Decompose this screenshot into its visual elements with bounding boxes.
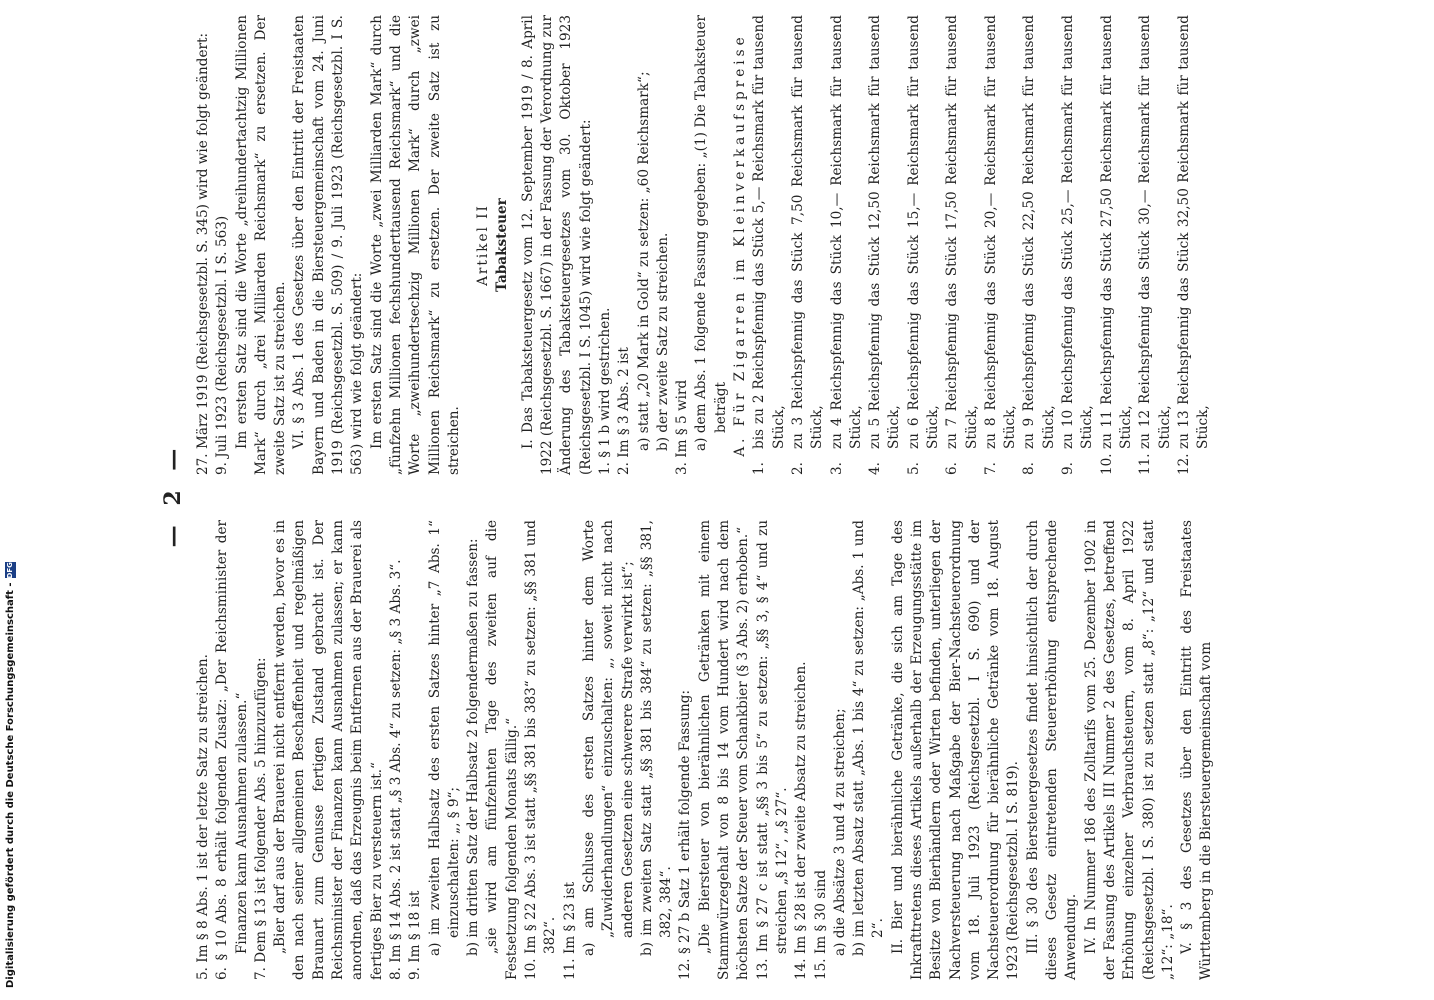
paragraph: 3. Im § 5 wird [674, 379, 691, 475]
section-paragraph: II. Bier und bierähnliche Getränke, die sich am Tage des Inkrafttretens dieses Artikels außerhalb der Erzeugungsstätte im Besitze von Bierhändlern oder Wirten befinden, unterliegen der Nachversteuerung nach Maßgabe der Bier-Nachsteuerordnung vom 18. Juli 1923 (Reichsgesetzbl. I S. 690) und der Nachsteuerordnung für bierähnliche Getränke vom 18. August 1923 (Reichsgesetzbl. I S. 819). [889, 520, 1022, 980]
paragraph: Im ersten Satz sind die Worte „zwei Milliarden Mark“ durch „fünfzehn Millionen fechshunderttausend Reichsmark“ und die Worte „zweihundertsechzig Millionen Mark“ durch „zwei Millionen Reichsmark“ zu ersetzen. Der zweite Satz ist zu streichen. [368, 15, 462, 475]
quote-paragraph: „Bier darf aus der Brauerei nicht entfernt werden, bevor es in den nach seiner allgemeinen Beschaffenheit und regelmäßigen Braunart zum Genusse fertigen Zustand gebracht ist. Der Reichsminister der Finanzen kann Ausnahmen zulassen; er kann anordnen, daß das Erzeugnis beim Entfernen aus der Brauerei als fertiges Bier zu versteuern ist.“ [272, 520, 385, 980]
paragraph: 15. Im § 30 sind [812, 869, 829, 980]
paragraph: 9. Juli 1923 (Reichsgesetzbl. I S. 563) [214, 215, 231, 475]
section-heading: A. Für Zigarren im Kleinverkaufspreise [732, 33, 749, 457]
paragraph: Im ersten Satz sind die Worte „dreihundertachtzig Millionen Mark“ durch „drei Milliarden Reichsmark“ zu ersetzen. Der zweite Satz ist zu streichen. [233, 15, 289, 475]
list-item: 9. zu 10 Reichspfennig das Stück 25,— Reichsmark für tausend Stück, [1060, 15, 1096, 475]
list-item: 11. zu 12 Reichspfennig das Stück 30,— Reichsmark für tausend Stück, [1137, 15, 1173, 475]
subparagraph: a) am Schlusse des ersten Satzes hinter dem Worte „Zuwiderhandlungen“ einzuschalten: „, soweit nicht nach anderen Gesetzen eine schwerere Strafe verwirkt ist“; [580, 520, 636, 956]
price-list [750, 15, 1213, 475]
subparagraph: b) im dritten Satz der Halbsatz 2 folgendermaßen zu fassen: [465, 538, 482, 956]
list-item: 3. zu 4 Reichspfennig das Stück 10,— Reichsmark für tausend Stück, [828, 15, 864, 475]
paragraph: 2. Im § 3 Abs. 2 ist [616, 347, 633, 475]
list-item: 2. zu 3 Reichspfennig das Stück 7,50 Reichsmark für tausend Stück, [789, 15, 826, 475]
digitization-footer [0, 0, 18, 1000]
paragraph: 13. Im § 27 c ist statt „§§ 3 bis 5“ zu setzen: „§§ 3, § 4“ und zu streichen „§ 12“, „§ 27“. [754, 520, 790, 980]
subparagraph: b) der zweite Satz zu streichen. [654, 232, 671, 451]
footer-text: Digitalisierung gefördert durch die Deutsche Forschungsgemeinschaft - [4, 582, 16, 988]
section-paragraph: V. § 3 des Gesetzes über den Eintritt des Freistaates Württemberg in die Biersteuergemeinschaft vom [1179, 520, 1215, 980]
subparagraph: b) im letzten Absatz statt „Abs. 1 bis 4“ zu setzen: „Abs. 1 und 2“. [851, 520, 887, 956]
paragraph: 9. Im § 18 ist [407, 890, 424, 980]
subparagraph: a) statt „20 Mark in Gold“ zu setzen: „60 Reichsmark“; [635, 71, 652, 451]
list-item: 1. bis zu 2 Reichspfennig das Stück 5,— Reichsmark für tausend Stück, [751, 15, 787, 475]
subparagraph: b) im zweiten Satz statt „§§ 381 bis 384“ zu setzen: „§§ 381, 382, 384“. [638, 520, 675, 956]
list-item: 8. zu 9 Reichspfennig das Stück 22,50 Reichsmark für tausend Stück, [1021, 15, 1057, 475]
rotated-page-content [152, 10, 1302, 980]
paragraph: 8. Im § 14 Abs. 2 ist statt „§ 3 Abs. 4“ zu setzen: „§ 3 Abs. 3“. [387, 559, 404, 980]
paragraph: 7. Dem § 13 ist folgender Abs. 5 hinzuzufügen: [252, 657, 269, 980]
list-item: 7. zu 8 Reichspfennig das Stück 20,— Reichsmark für tausend Stück, [982, 15, 1019, 475]
dfg-logo-icon: DFG [5, 562, 14, 579]
subparagraph: a) die Absätze 3 und 4 zu streichen; [831, 708, 848, 956]
article-title: Tabaksteuer [494, 198, 511, 292]
list-item: 12. zu 13 Reichspfennig das Stück 32,50 Reichsmark für tausend Stück, [1175, 15, 1212, 475]
subparagraph: a) dem Abs. 1 folgende Fassung gegeben: „(1) Die Tabaksteuer beträgt [693, 15, 729, 451]
section-paragraph: VI. § 3 Abs. 1 des Gesetzes über den Eintritt der Freistaaten Bayern und Baden in die Biersteuergemeinschaft vom 24. Juni 1919 (Reichsgesetzbl. S. 509) / 9. Juli 1923 (Reichsgesetzbl. I S. 563) wird wie folgt geändert: [291, 15, 366, 475]
section-paragraph: III. § 30 des Biersteuergesetzes findet hinsichtlich der durch dieses Gesetz eintretenden Steuererhöhung entsprechende Anwendung. [1024, 520, 1080, 980]
article-number: Artikel II [475, 204, 492, 286]
paragraph: 5. Im § 8 Abs. 1 ist der letzte Satz zu streichen. [195, 653, 211, 980]
list-item: 4. zu 5 Reichspfennig das Stück 12,50 Reichsmark für tausend Stück, [867, 15, 903, 475]
paragraph: 11. Im § 23 ist [561, 881, 578, 980]
paragraph: 1. § 1 b wird gestrichen. [596, 307, 613, 475]
paragraph: 27. März 1919 (Reichsgesetzbl. S. 345) wird wie folgt geändert: [195, 32, 211, 475]
list-item: 10. zu 11 Reichspfennig das Stück 27,50 Reichsmark für tausend Stück, [1098, 15, 1134, 475]
right-column [194, 15, 1213, 475]
paragraph: 12. § 27 b Satz 1 erhält folgende Fassung: [677, 689, 694, 980]
footer-rotated [2, 562, 18, 988]
list-item: 6. zu 7 Reichspfennig das Stück 17,50 Reichsmark für tausend Stück, [944, 15, 980, 475]
page-number: — 2 — [160, 442, 186, 548]
left-column [194, 520, 1217, 980]
list-item: 5. zu 6 Reichspfennig das Stück 15,— Reichsmark für tausend Stück, [905, 15, 941, 475]
quote-paragraph: „Die Biersteuer von bierähnlichen Getränken mit einem Stammwürzegehalt von 8 bis 14 vom Hundert wird nach dem höchsten Satze der Steuer vom Schankbier (§ 3 Abs. 2) erhoben.“ [696, 520, 752, 980]
section-paragraph: I. Das Tabaksteuergesetz vom 12. September 1919 / 8. April 1922 (Reichsgesetzbl. S. 1667) in der Fassung der Verordnung zur Änderung des Tabaksteuergesetzes vom 30. Oktober 1923 (Reichsgesetzbl. I S. 1045) wird wie folgt geändert: [519, 15, 594, 475]
paragraph: 14. Im § 28 ist der zweite Absatz zu streichen. [793, 661, 810, 980]
subparagraph: a) im zweiten Halbsatz des ersten Satzes hinter „7 Abs. 1“ einzuschalten: „, § 9“; [426, 520, 462, 956]
paragraph: 6. § 10 Abs. 8 erhält folgenden Zusatz: „Der Reichsminister der Finanzen kann Ausnahmen zulassen.“ [214, 520, 250, 980]
section-paragraph: IV. In Nummer 186 des Zolltarifs vom 25. Dezember 1902 in der Fassung des Artikels III Nummer 2 des Gesetzes, betreffend Erhöhung einzelner Verbrauchsteuern, vom 8. April 1922 (Reichsgesetzbl. I S. 380) ist zu setzen statt „8“: „12“ und statt „12“: „18“. [1082, 520, 1176, 980]
quote-paragraph: „sie wird am fünfzehnten Tage des zweiten auf die Festsetzung folgenden Monats fällig.“ [484, 520, 520, 980]
paragraph: 10. Im § 22 Abs. 3 ist statt „§§ 381 bis 383“ zu setzen: „§§ 381 und 382“. [523, 520, 559, 980]
